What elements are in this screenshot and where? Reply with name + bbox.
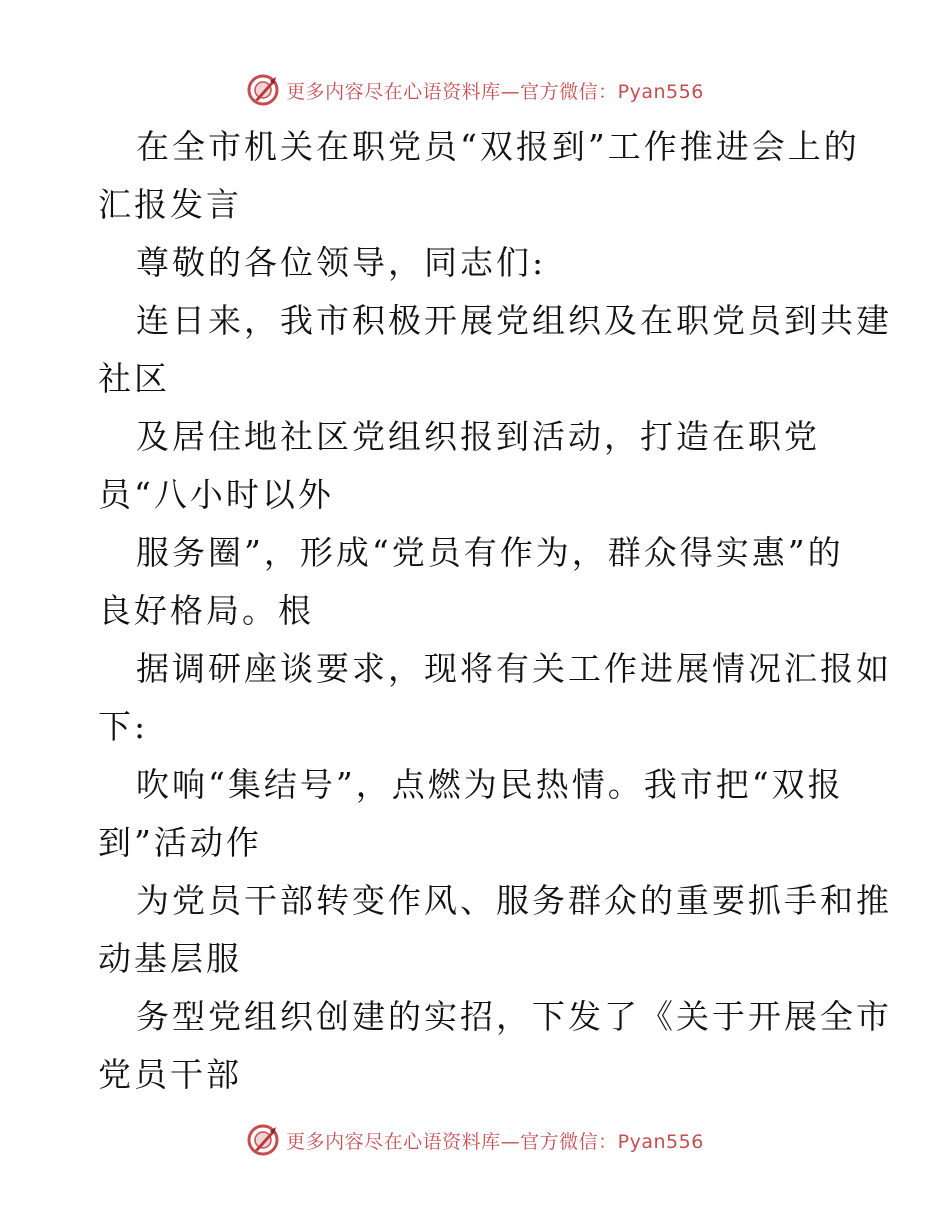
document-line: 下: — [98, 707, 149, 746]
document-line: 及居住地社区党组织报到活动，打造在职党 — [136, 417, 820, 456]
quill-logo-icon — [246, 73, 280, 107]
document-line: 尊敬的各位领导，同志们: — [136, 243, 547, 282]
document-line: 汇报发言 — [98, 185, 242, 224]
document-line: 务型党组织创建的实招，下发了《关于开展全市 — [136, 997, 892, 1036]
document-line: 党员干部 — [98, 1055, 242, 1094]
document-line: 动基层服 — [98, 939, 242, 978]
document-line: 社区 — [98, 359, 170, 398]
document-line: 服务圈”，形成“党员有作为，群众得实惠”的 — [136, 533, 844, 572]
footer-banner — [0, 1120, 950, 1160]
document-line: 据调研座谈要求，现将有关工作进展情况汇报如 — [136, 649, 892, 688]
document-line: 到”活动作 — [98, 823, 262, 862]
document-body — [98, 118, 892, 1104]
header-banner-text: 更多内容尽在心语资料库—官方微信：Pyan556 — [286, 80, 704, 103]
document-line: 吹响“集结号”，点燃为民热情。我市把“双报 — [136, 765, 844, 804]
document-line: 连日来，我市积极开展党组织及在职党员到共建 — [136, 301, 892, 340]
quill-logo-icon — [246, 1123, 280, 1157]
header-banner — [0, 70, 950, 110]
document-line: 员“八小时以外 — [98, 475, 334, 514]
footer-banner-text: 更多内容尽在心语资料库—官方微信：Pyan556 — [286, 1130, 704, 1153]
document-line: 为党员干部转变作风、服务群众的重要抓手和推 — [136, 881, 892, 920]
document-line: 在全市机关在职党员“双报到”工作推进会上的 — [136, 127, 860, 166]
document-line: 良好格局。根 — [98, 591, 314, 630]
